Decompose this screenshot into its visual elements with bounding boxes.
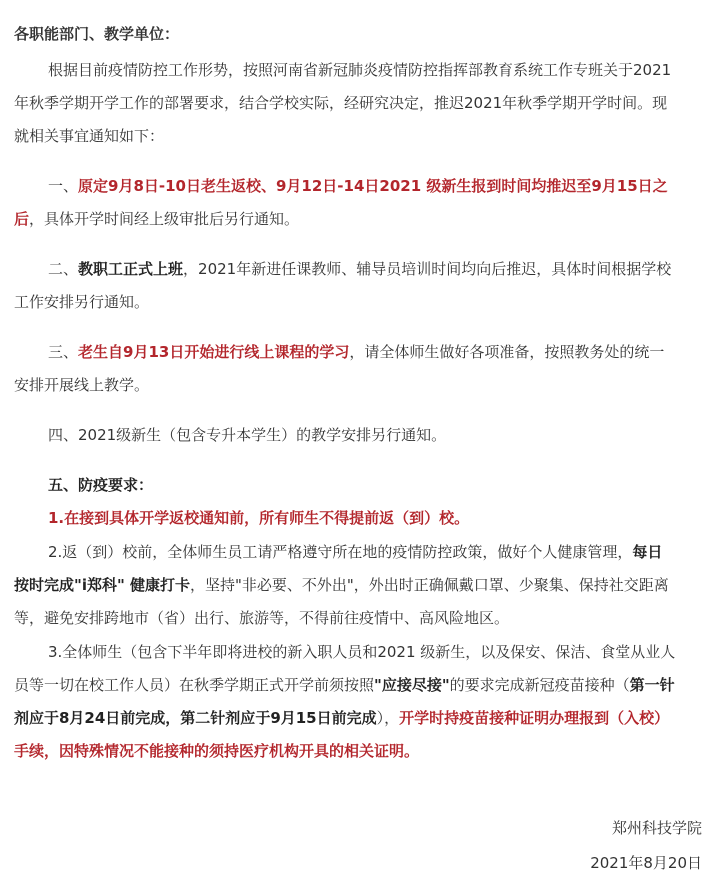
salutation: 各职能部门、教学单位： bbox=[14, 25, 180, 43]
item-5-sub-3-line-3 bbox=[14, 708, 669, 728]
item-1-line-2 bbox=[14, 209, 299, 229]
item-4: 四、2021级新生（包含专升本学生）的教学安排另行通知。 bbox=[48, 426, 447, 444]
item-1-prefix: 一、 bbox=[48, 177, 79, 195]
signature-org: 郑州科技学院 bbox=[611, 819, 702, 837]
item-1-red-text: 原定9月8日-10日老生返校、9月12日-14日2021 级新生报到时间均推迟至9月15日之 bbox=[78, 177, 668, 195]
item-5-sub-3-line-2 bbox=[14, 675, 675, 695]
item-2-bold: 教职工正式上班 bbox=[78, 260, 184, 278]
sub-2-bold: 每日 bbox=[632, 543, 663, 561]
item-1-line-1 bbox=[48, 176, 668, 196]
item-5-sub-3-line-1: 3.全体师生（包含下半年即将进校的新入职人员和2021 级新生，以及保安、保洁、食堂从业人 bbox=[48, 643, 676, 661]
item-5-sub-2-line-2 bbox=[14, 575, 669, 595]
item-5-sub-1: 1.在接到具体开学返校通知前，所有师生不得提前返（到）校。 bbox=[48, 509, 470, 527]
intro-line-3: 就相关事宜通知如下： bbox=[14, 127, 165, 145]
item-5-sub-3-line-4: 手续，因特殊情况不能接种的须持医疗机构开具的相关证明。 bbox=[14, 742, 420, 760]
item-3-rest: ，请全体师生做好各项准备，按照教务处的统一 bbox=[349, 343, 665, 361]
item-2-line-1 bbox=[48, 259, 671, 279]
sub-3-red: 开学时持疫苗接种证明办理报到（入校） bbox=[399, 709, 670, 727]
item-3-line-1 bbox=[48, 342, 664, 362]
intro-line-2: 年秋季学期开学工作的部署要求，结合学校实际，经研究决定，推迟2021年秋季学期开学时间。现 bbox=[14, 94, 668, 112]
item-1-rest: ，具体开学时间经上级审批后另行通知。 bbox=[29, 210, 300, 228]
item-3-line-2: 安排开展线上教学。 bbox=[14, 376, 150, 394]
sub-3-bold: "应接尽接" bbox=[374, 676, 450, 694]
item-3-red: 老生自9月13日开始进行线上课程的学习 bbox=[78, 343, 350, 361]
sub-2-normal: 2.返（到）校前，全体师生员工请严格遵守所在地的疫情防控政策，做好个人健康管理， bbox=[48, 543, 633, 561]
signature-date: 2021年8月20日 bbox=[590, 854, 702, 872]
item-5-sub-2-line-3: 等，避免安排跨地市（省）出行、旅游等，不得前往疫情中、高风险地区。 bbox=[14, 609, 510, 627]
sub-2-normal-2: ，坚持"非必要、不外出"，外出时正确佩戴口罩、少聚集、保持社交距离 bbox=[190, 576, 669, 594]
item-2-prefix: 二、 bbox=[48, 260, 79, 278]
item-5-heading: 五、防疫要求： bbox=[48, 476, 154, 494]
intro-line-1: 根据目前疫情防控工作形势，按照河南省新冠肺炎疫情防控指挥部教育系统工作专班关于2021 bbox=[48, 61, 672, 79]
sub-3-normal: 员等一切在校工作人员）在秋季学期正式开学前须按照 bbox=[14, 676, 375, 694]
item-3-prefix: 三、 bbox=[48, 343, 79, 361]
sub-3-bold-2: 第一针 bbox=[629, 676, 675, 694]
item-2-rest: ，2021年新进任课教师、辅导员培训时间均向后推迟，具体时间根据学校 bbox=[183, 260, 672, 278]
item-5-sub-2-line-1 bbox=[48, 542, 662, 562]
item-2-line-2: 工作安排另行通知。 bbox=[14, 293, 150, 311]
item-1-red-tail: 后 bbox=[14, 210, 30, 228]
sub-2-bold-2: 按时完成"i郑科" 健康打卡 bbox=[14, 576, 190, 594]
sub-3-normal-3: ）， bbox=[376, 709, 400, 727]
sub-3-bold-3: 剂应于8月24日前完成，第二针剂应于9月15日前完成 bbox=[14, 709, 377, 727]
sub-3-normal-2: 的要求完成新冠疫苗接种（ bbox=[449, 676, 630, 694]
